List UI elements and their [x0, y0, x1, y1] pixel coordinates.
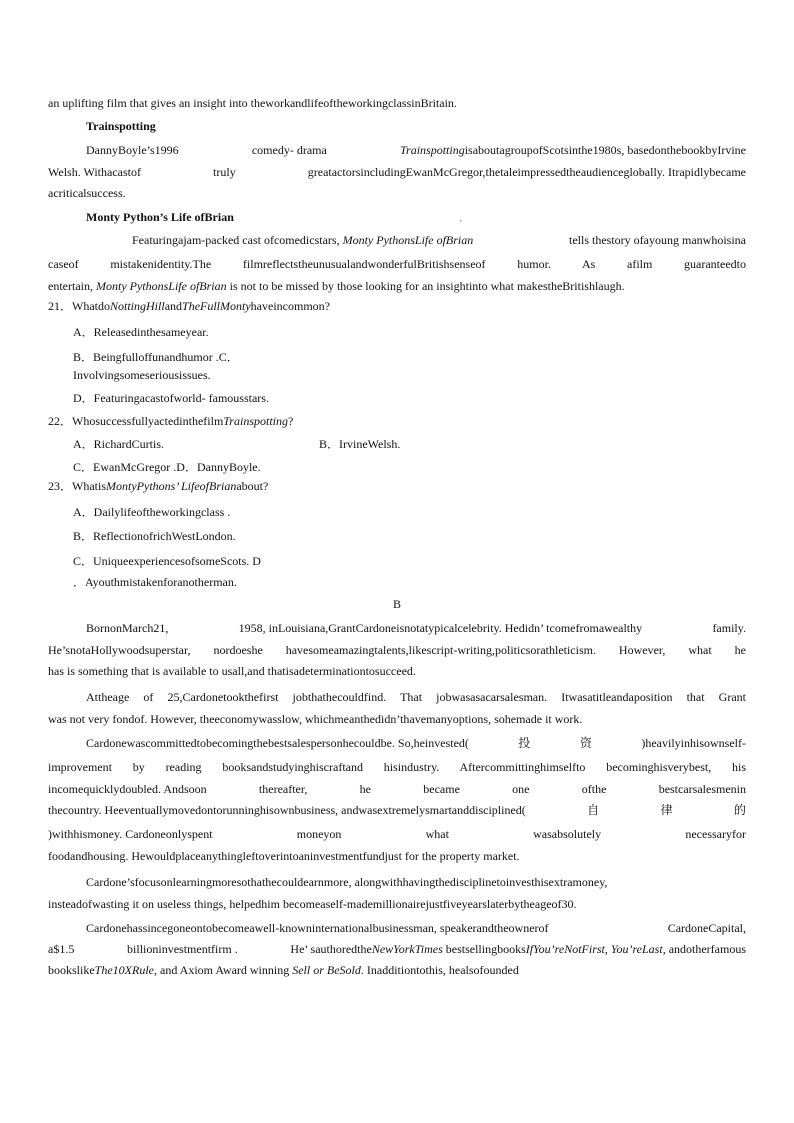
text-span: one	[512, 782, 530, 796]
text-span: ?	[287, 414, 294, 428]
book-title: Sell or BeSold	[292, 963, 361, 977]
text-span: a$1.5	[48, 942, 75, 956]
trainspotting-heading: Trainspotting	[86, 119, 156, 133]
text-span: what	[425, 827, 449, 841]
film-title: MontyPythons’ LifeofBrian	[106, 479, 237, 493]
text-span: Cardonehassincegoneontobecomeawell-knowninternationalbusinessman, speakerandtheownerof	[86, 921, 549, 935]
passage-b-p3-line-1	[86, 736, 746, 750]
publication-title: NewYorkTimes	[371, 942, 443, 956]
trainspotting-line-1	[86, 143, 746, 157]
text-span: 投	[518, 736, 531, 750]
passage-b-p1-line-2: He’snotaHollywoodsuperstar, nordoeshe havesomeamazingtalents,likescript-writing,politicsorathleticism. However, what he	[48, 643, 746, 657]
q23-option-b[interactable]: B．ReflectionofrichWestLondon.	[73, 529, 236, 543]
text-span: tells thestory ofayoung manwhoisina	[569, 233, 746, 247]
text-span: 律	[660, 803, 673, 817]
text-span	[290, 942, 746, 956]
text-span: CardoneCapital,	[667, 921, 746, 935]
text-span: wasabsolutely	[533, 827, 602, 841]
text-span: billioninvestmentfirm .	[127, 942, 238, 956]
text-span: . Inadditiontothis, healsofounded	[360, 963, 519, 977]
passage-b-p3-line-6: foodandhousing. Hewouldplaceanythingleftoverintoaninvestmentfundjust for the property market.	[48, 849, 520, 863]
text-span: incomequicklydoubled. Andsoon	[48, 782, 207, 796]
trainspotting-line-3: acriticalsuccess.	[48, 186, 126, 200]
text-span: comedy- drama	[251, 143, 327, 157]
passage-b-p2-line-2: was not very fondof. However, theeconomywasslow, whichmeanthedidn’thavemanyoptions, sohemade it work.	[48, 712, 583, 726]
text-span: isaboutagroupofScotsinthe1980s, basedonthebookbyIrvine	[464, 143, 746, 157]
text-span: haveincommon?	[250, 299, 330, 313]
text-span: thereafter,	[258, 782, 308, 796]
passage-b-p5-line-2	[48, 942, 746, 956]
passage-b-p3-line-2: improvement by reading booksandstudyinghiscraftand hisindustry. Aftercommittinghimselfto becominghisverybest, his	[48, 760, 746, 774]
passage-b-p2-line-1: Attheage of 25,Cardonetookthefirst jobthathecouldfind. That jobwasasacarsalesman. Itwasatitleandaposition that Grant	[86, 690, 746, 704]
stray-mark: ,	[460, 215, 462, 223]
text-span: , and Axiom Award winning	[154, 963, 293, 977]
book-title: IfYou’reNotFirst, You’reLast,	[525, 942, 666, 956]
passage-b-p1-line-3: has is something that is available to usall,and thatisadeterminationtosucceed.	[48, 664, 416, 678]
passage-b-p5-line-3	[48, 963, 519, 977]
book-title: The10XRule	[94, 963, 154, 977]
text-span: Featuringajam-packed cast ofcomedicstars,	[132, 233, 343, 247]
question-23-stem	[48, 479, 268, 493]
text-span: necessaryfor	[685, 827, 746, 841]
text-span: bookslike	[48, 963, 95, 977]
passage-b-p4-line-2: insteadofwasting it on useless things, helpedhim becomeaself-mademillionairejustfiveyearslaterbytheageof30.	[48, 897, 577, 911]
text-span: Cardonewascommittedtobecomingthebestsalespersonhecouldbe. So,heinvested(	[86, 736, 469, 750]
passage-b-p3-line-3	[48, 782, 746, 796]
passage-b-label: B	[392, 597, 401, 611]
question-22-stem	[48, 414, 293, 428]
text-span: is not to be missed by those looking for an insightinto what makestheBritishlaugh.	[226, 279, 625, 293]
text-span: about?	[236, 479, 269, 493]
q23-option-c[interactable]: C．UniqueexperiencesofsomeScots. D	[73, 554, 261, 568]
passage-b-p3-line-4	[48, 803, 746, 817]
film-title: Trainspotting	[400, 143, 465, 157]
passage-b-p5-line-1	[86, 921, 746, 935]
text-span	[132, 233, 473, 247]
text-span: DannyBoyle’s1996	[86, 143, 179, 157]
monty-python-heading: Monty Python’s Life ofBrian	[86, 210, 234, 224]
text-span: BornonMarch21,	[86, 621, 169, 635]
passage-b-p1-line-1	[86, 621, 746, 635]
text-span: thecountry. Heeventuallymovedontorunninghisownbusiness, andwasextremelysmartanddisciplined(	[48, 803, 526, 817]
text-span: entertain,	[48, 279, 96, 293]
q21-option-d[interactable]: D．Featuringacastofworld- famousstars.	[73, 391, 269, 405]
text-span: 自	[587, 803, 600, 817]
q22-option-c-d[interactable]: C．EwanMcGregor .D．DannyBoyle.	[73, 460, 261, 474]
text-span: He’ sauthoredthe	[290, 942, 372, 956]
monty-line-1	[132, 233, 746, 247]
text-span: 1958, inLouisiana,GrantCardoneisnotatypicalcelebrity. Hedidn’ tcomefromawealthy	[238, 621, 643, 635]
q23-option-a[interactable]: A．Dailylifeoftheworkingclass .	[73, 505, 231, 519]
text-span: Welsh. Withacastof	[48, 165, 141, 179]
text-span: became	[423, 782, 460, 796]
q22-option-b[interactable]: B．IrvineWelsh.	[319, 437, 401, 451]
text-span	[400, 143, 746, 157]
text-span: truly	[213, 165, 236, 179]
text-span: and	[164, 299, 183, 313]
text-span: 22．Whosuccessfullyactedinthefilm	[48, 414, 224, 428]
film-title: Monty PythonsLife ofBrian	[95, 279, 227, 293]
text-span: 资	[579, 736, 592, 750]
film-title: TheFullMonty	[182, 299, 251, 313]
text-span: bestcarsalesmenin	[658, 782, 746, 796]
film-title: Monty PythonsLife ofBrian	[342, 233, 474, 247]
text-span: )heavilyinhisownself-	[641, 736, 746, 750]
text-span: moneyon	[296, 827, 342, 841]
text-span: 23．Whatis	[48, 479, 106, 493]
film-title: NottingHill	[110, 299, 165, 313]
text-span: andotherfamous	[665, 942, 746, 956]
monty-line-3	[48, 279, 625, 293]
passage-a-intro-tail: an uplifting film that gives an insight into theworkandlifeoftheworkingclassinBritain.	[48, 96, 457, 110]
question-21-stem: 21．WhatdoNottingHillandTheFullMontyhaveincommon?	[48, 299, 330, 313]
passage-b-p4-line-1: Cardone’sfocusonlearningmoresothathecouldearnmore, alongwithhavingthedisciplinetoinvesthisextramoney,	[86, 875, 608, 889]
text-span: he	[359, 782, 371, 796]
q23-option-d[interactable]: ．Ayouthmistakenforanotherman.	[73, 575, 237, 589]
text-span: bestsellingbooks	[442, 942, 526, 956]
text-span: greatactorsincludingEwanMcGregor,thetaleimpressedtheaudienceglobally. Itrapidlybecame	[307, 165, 746, 179]
text-span: family.	[712, 621, 746, 635]
film-title: Trainspotting	[223, 414, 288, 428]
text-span: )withhismoney. Cardoneonlyspent	[48, 827, 213, 841]
passage-b-p3-line-5	[48, 827, 746, 841]
q21-option-a[interactable]: A．Releasedinthesameyear.	[73, 325, 209, 339]
q21-option-b-c[interactable]: B．Beingfulloffunandhumor .C．	[73, 350, 239, 364]
text-span: ofthe	[581, 782, 607, 796]
text-span: 的	[733, 803, 746, 817]
q21-option-c-cont[interactable]: Involvingsomeseriousissues.	[73, 368, 211, 382]
trainspotting-line-2	[48, 165, 746, 179]
monty-line-2: caseof mistakenidentity.The filmreflectstheunusualandwonderfulBritishsenseof humor. As afilm guaranteedto	[48, 257, 746, 271]
q22-option-a[interactable]: A．RichardCurtis.	[73, 437, 164, 451]
